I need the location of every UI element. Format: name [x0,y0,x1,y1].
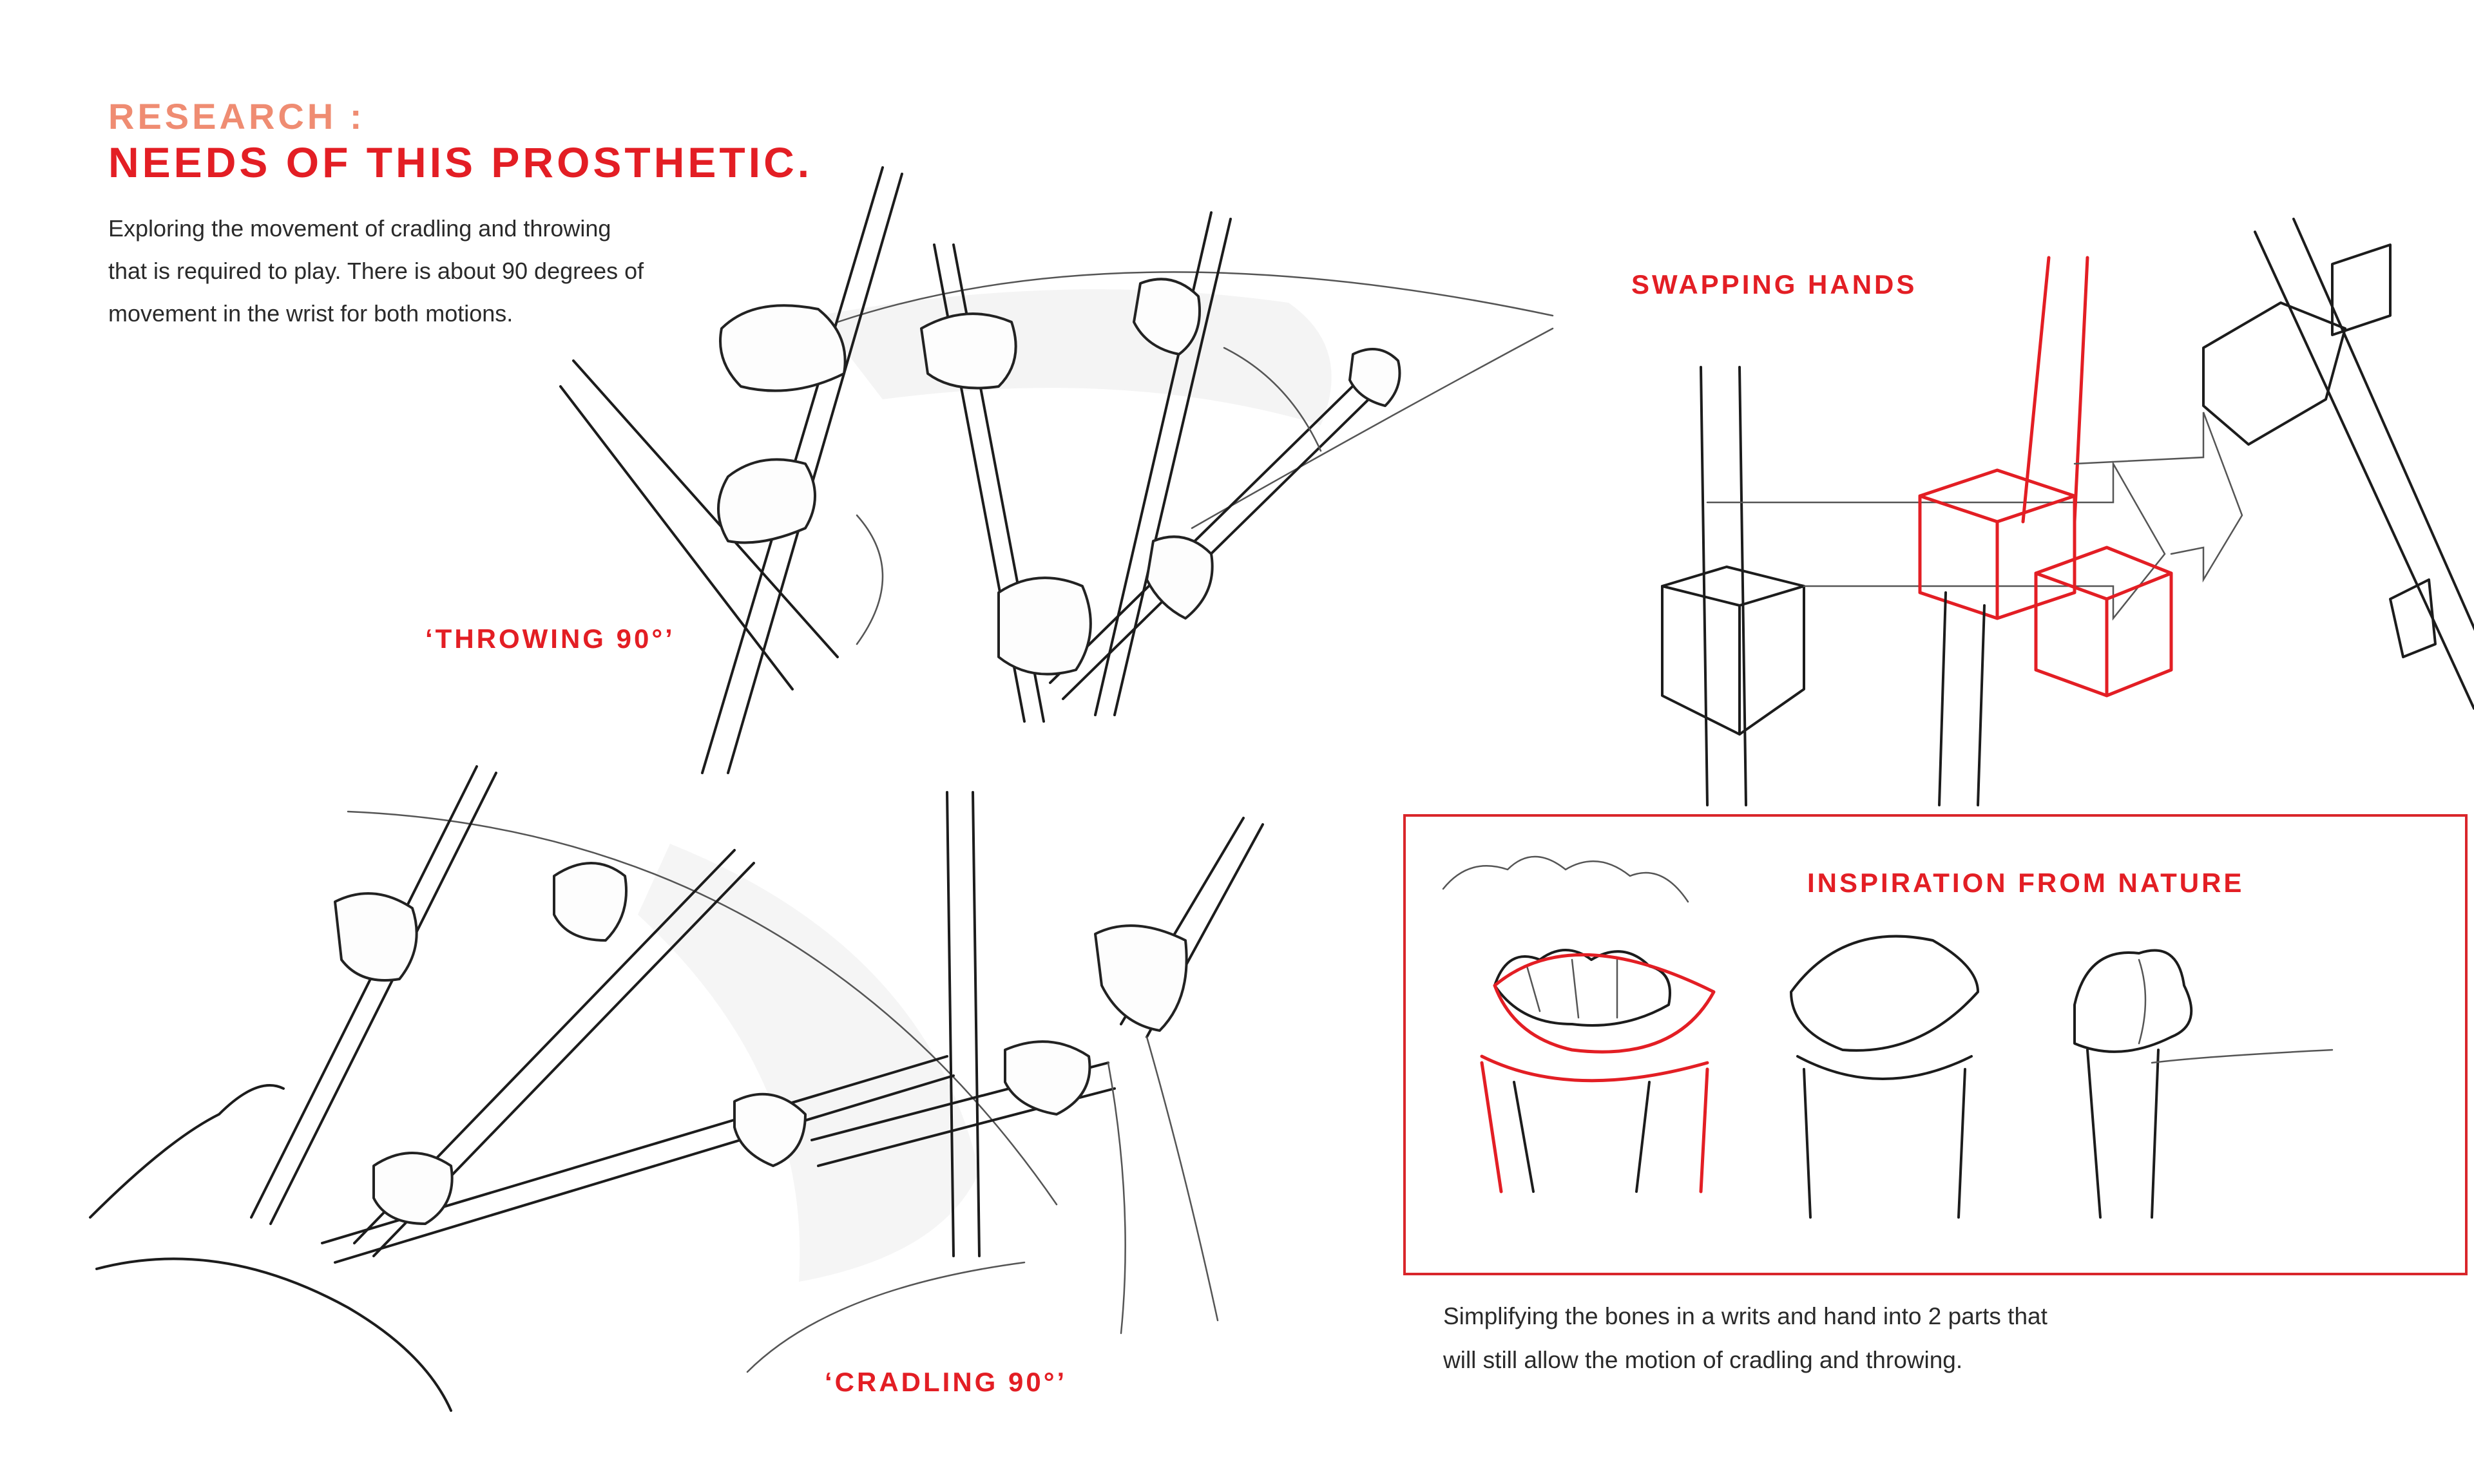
intro-line-3: movement in the wrist for both motions. [108,300,513,327]
cradling-label: ‘CRADLING 90°’ [825,1367,1068,1397]
intro-line-1: Exploring the movement of cradling and throwing [108,215,611,242]
caption-line-1: Simplifying the bones in a writs and hand into 2 parts that [1443,1303,2047,1329]
swapping-hands-label: SWAPPING HANDS [1631,269,1917,300]
throwing-sketch [548,155,1578,786]
wrist-bones-sketch [1430,831,2461,1269]
inspiration-label: INSPIRATION FROM NATURE [1807,868,2245,898]
swapping-hands-sketch [1636,206,2474,812]
caption-line-2: will still allow the motion of cradling and throwing. [1443,1347,1963,1373]
cradling-sketch [90,754,1314,1430]
bones-caption [1443,1295,2152,1382]
page-title: NEEDS OF THIS PROSTHETIC. [108,138,813,186]
research-kicker: RESEARCH : [108,96,365,137]
intro-line-2: that is required to play. There is about 90 degrees of [108,258,644,284]
throwing-label: ‘THROWING 90°’ [425,623,675,654]
